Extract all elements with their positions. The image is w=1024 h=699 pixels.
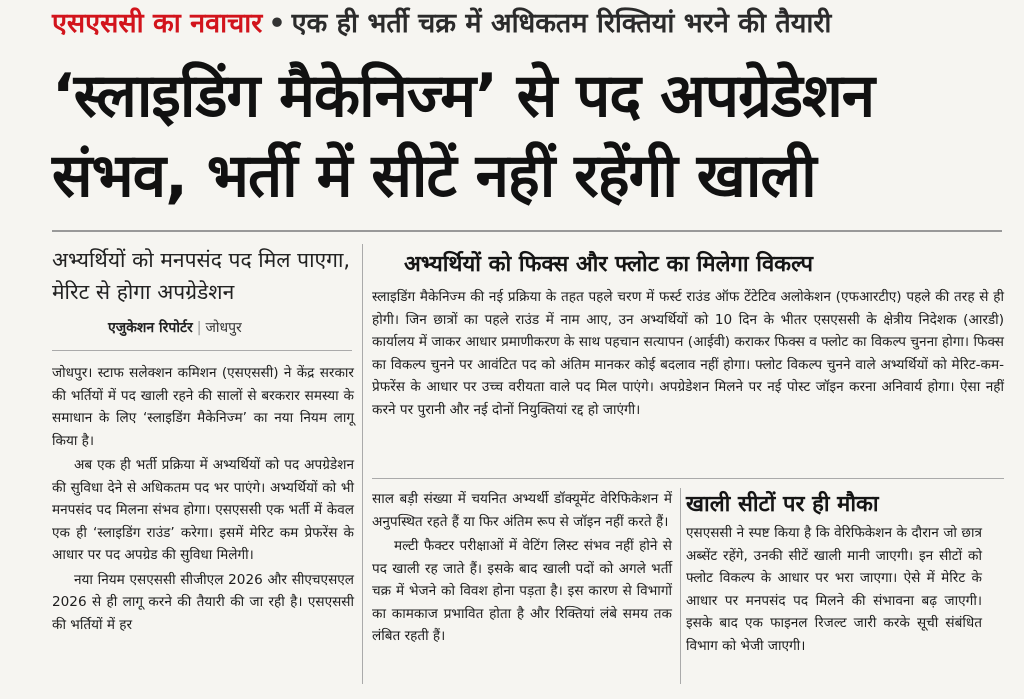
- section2-heading: खाली सीटों पर ही मौका: [686, 492, 879, 517]
- left-paragraph-3: नया नियम एसएससी सीजीएल 2026 और सीएचएसएल 2026 से ही लागू करने की तैयारी की जा रही है। एसएससी की भर्तियों में हर: [52, 571, 354, 633]
- middle-column: [372, 488, 672, 650]
- left-divider: [52, 350, 352, 351]
- section1-body-column: [372, 286, 1004, 421]
- middle-paragraph-2: मल्टी फैक्टर परीक्षाओं में वेटिंग लिस्ट संभव नहीं होने से पद खाली रह जाते हैं। इसके बाद खाली पदों को अगले भर्ती चक्र में भेजने को विवश होना पड़ता है। इस कारण से विभागों का कामकाज प्रभावित होता है और रिक्तियां लंबे समय तक लंबित रहती हैं।: [372, 538, 672, 644]
- section1-heading: अभ्यर्थियों को फिक्स और फ्लोट का मिलेगा विकल्प: [404, 252, 814, 277]
- section2-body: एसएससी ने स्पष्ट किया है कि वेरिफिकेशन के दौरान जो छात्र अब्सेंट रहेंगे, उनकी सीटें खाली मानी जाएगी। इन सीटों को फ्लोट विकल्प के आधार पर भरा जाएगा। ऐसे में मेरिट के आधार पर मनपसंद पद मिलने की संभावना बढ़ जाएगी। इसके बाद एक फाइनल रिजल्ट जारी करके सूची संबंधित विभाग को भेजी जाएगी।: [686, 525, 982, 654]
- headline-divider: [52, 230, 1002, 232]
- deck: अभ्यर्थियों को मनपसंद पद मिल पाएगा, मेरिट से होगा अपग्रेडेशन: [52, 248, 351, 304]
- left-column: [52, 362, 354, 638]
- middle-paragraph-1: साल बड़ी संख्या में चयनित अभ्यर्थी डॉक्यूमेंट वेरिफिकेशन में अनुपस्थित रहते हैं या फिर अंतिम रूप से जॉइन नहीं करते हैं।: [372, 491, 672, 530]
- section1-body: स्लाइडिंग मैकेनिज्म की नई प्रक्रिया के तहत पहले चरण में फर्स्ट राउंड ऑफ टेंटेटिव अलोकेशन (एफआरटीए) पहले की तरह से ही होगी। जिन छात्रों का पहले राउंड में नाम आए, उन अभ्यर्थियों को 10 दिन के भीतर एसएससी के क्षेत्रीय निदेशक (आरडी) कार्यालय में जाकर आधार प्रमाणीकरण के साथ पहचान सत्यापन (आईवी) कराकर फिक्स व फ्लोट का विकल्प चुनना होगा। फिक्स का विकल्प चुनने पर आवंटित पद को अंतिम मानकर कोई बदलाव नहीं होगा। फ्लोट विकल्प चुनने वाले अभ्यर्थियों को मेरिट-कम-प्रेफरेंस के आधार पर उच्च वरीयता वाले पद मिल पाएंगे। अपग्रेडेशन मिलने पर नई पोस्ट जॉइन करना अनिवार्य होगा। ऐसा नहीं करने पर पुरानी और नई दोनों नियुक्तियां रद्द हो जाएंगी।: [372, 289, 1004, 418]
- headline-line-2: संभव, भर्ती में सीटें नहीं रहेंगी खाली: [52, 141, 816, 211]
- kicker-label: एसएससी का नवाचार: [52, 8, 263, 39]
- right-column-divider: [680, 488, 681, 684]
- left-paragraph-2: अब एक ही भर्ती प्रक्रिया में अभ्यर्थियों को पद अपग्रेडेशन की सुविधा देने से अधिकतम पद भर पाएंगे। अभ्यर्थियों को भी मनपसंद पद मिलना संभव होगा। एसएससी एक भर्ती में केवल एक ही ‘स्लाइडिंग राउंड’ करेगा। इसमें मेरिट कम प्रेफरेंस के आधार पर पद अपग्रेड की सुविधा मिलेगी।: [52, 457, 354, 563]
- column-divider: [362, 244, 363, 684]
- byline: [108, 318, 348, 337]
- mid-divider: [372, 478, 1004, 479]
- kicker-bullet: •: [268, 8, 286, 39]
- left-paragraph-1: जोधपुर। स्टाफ सलेक्शन कमिशन (एसएससी) ने केंद्र सरकार की भर्तियों में पद खाली रहने की सालों से बरकरार समस्या के समाधान के लिए ‘स्लाइडिंग मैकेनिज्म’ का नया नियम लागू किया है।: [52, 365, 354, 449]
- byline-city: जोधपुर: [205, 320, 242, 336]
- headline: [52, 56, 1002, 216]
- byline-separator: |: [196, 320, 202, 336]
- headline-line-1: ‘स्लाइडिंग मैकेनिज्म’ से पद अपग्रेडेशन: [52, 61, 875, 131]
- kicker: [52, 2, 1002, 46]
- right-column: [686, 522, 982, 657]
- byline-reporter: एजुकेशन रिपोर्टर: [108, 320, 193, 336]
- kicker-text: एक ही भर्ती चक्र में अधिकतम रिक्तियां भरने की तैयारी: [291, 8, 832, 39]
